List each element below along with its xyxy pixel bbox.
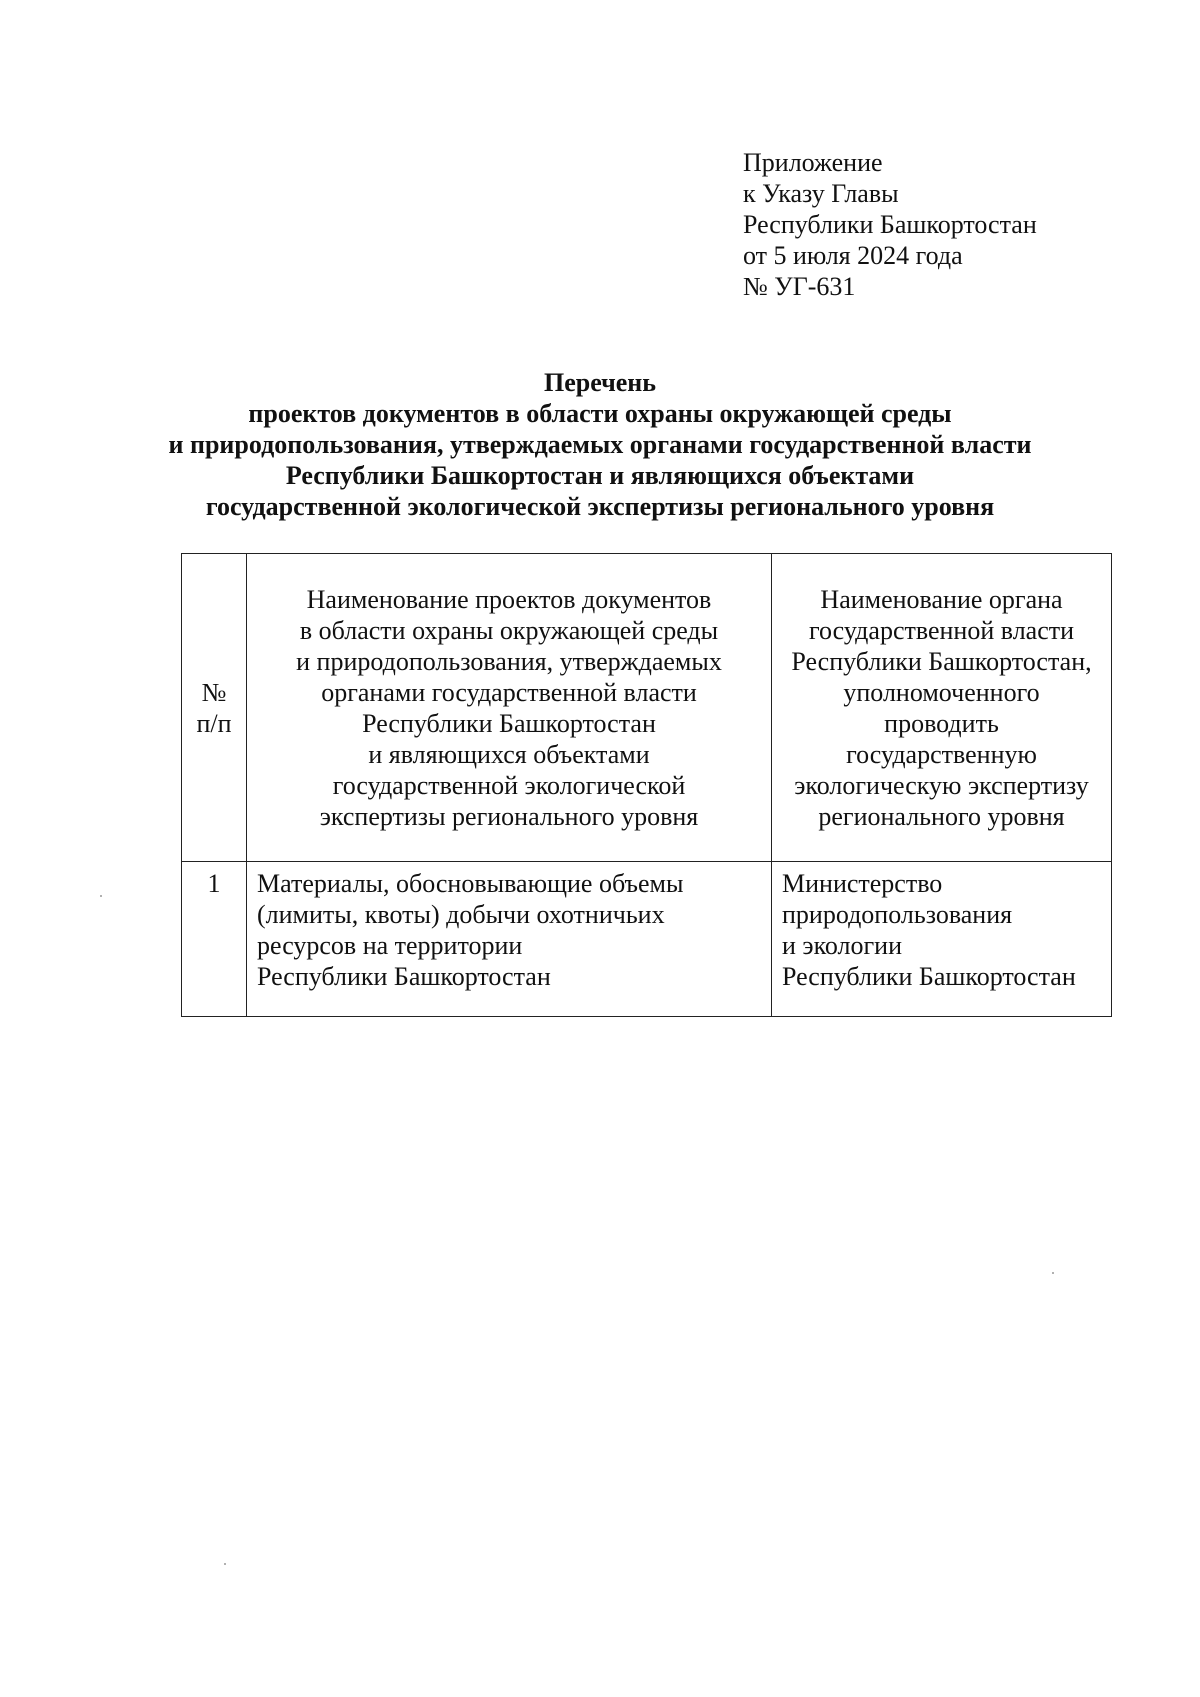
document-title — [0, 367, 1200, 522]
appendix-line: к Указу Главы — [743, 179, 899, 208]
header-org-line: уполномоченного — [843, 677, 1040, 707]
row-name-line: (лимиты, квоты) добычи охотничьих — [257, 900, 665, 929]
row-org-line: и экологии — [782, 931, 903, 960]
title-line: государственной экологической экспертизы регионального уровня — [205, 492, 995, 521]
appendix-block — [743, 147, 1037, 302]
row-org-line: природопользования — [782, 900, 1013, 929]
header-name-line: Наименование проектов документов — [306, 584, 712, 614]
header-num — [182, 554, 247, 862]
header-name-line: в области охраны окружающей среды — [299, 615, 719, 645]
header-name-line: и природопользования, утверждаемых — [296, 646, 722, 676]
header-org-line: государственную — [846, 739, 1037, 769]
header-name-line: органами государственной власти — [321, 677, 697, 707]
header-authority-name — [772, 554, 1112, 862]
appendix-line: от 5 июля 2024 года — [743, 241, 963, 270]
header-org-line: государственной власти — [808, 615, 1075, 645]
header-name-line: экспертизы регионального уровня — [319, 801, 699, 831]
row-authority-name — [772, 862, 1112, 1017]
row-number: 1 — [182, 862, 247, 1017]
header-org-line: Республики Башкортостан, — [791, 646, 1092, 676]
title-line: проектов документов в области охраны окружающей среды — [248, 399, 952, 428]
table-header-row — [182, 554, 1112, 862]
title-line: и природопользования, утверждаемых органами государственной власти — [168, 430, 1032, 459]
table-row — [182, 862, 1112, 1017]
row-org-line: Республики Башкортостан — [782, 962, 1076, 991]
header-org-line: экологическую экспертизу — [794, 770, 1089, 800]
row-name-line: Материалы, обосновывающие объемы — [257, 869, 684, 898]
header-name-line: Республики Башкортостан — [362, 708, 656, 738]
row-name-line: Республики Башкортостан — [257, 962, 551, 991]
title-line: Республики Башкортостан и являющихся объектами — [285, 461, 915, 490]
header-org-line: Наименование органа — [820, 584, 1063, 614]
header-name-line: и являющихся объектами — [368, 739, 650, 769]
row-org-line: Министерство — [782, 869, 943, 898]
appendix-line: Республики Башкортостан — [743, 210, 1037, 239]
header-num-line: п/п — [196, 708, 232, 738]
header-org-line: проводить — [884, 708, 999, 738]
header-name-line: государственной экологической — [332, 770, 686, 800]
row-name-line: ресурсов на территории — [257, 931, 523, 960]
scan-speck — [100, 895, 102, 897]
header-document-name — [247, 554, 772, 862]
documents-table — [181, 553, 1112, 1017]
appendix-decree-number: № УГ-631 — [743, 272, 856, 301]
header-num-line: № — [201, 677, 227, 707]
appendix-line: Приложение — [743, 148, 883, 177]
scan-speck — [1052, 1272, 1054, 1274]
row-document-name — [247, 862, 772, 1017]
scan-speck — [224, 1563, 226, 1565]
header-org-line: регионального уровня — [818, 801, 1065, 831]
title-line: Перечень — [543, 368, 657, 397]
